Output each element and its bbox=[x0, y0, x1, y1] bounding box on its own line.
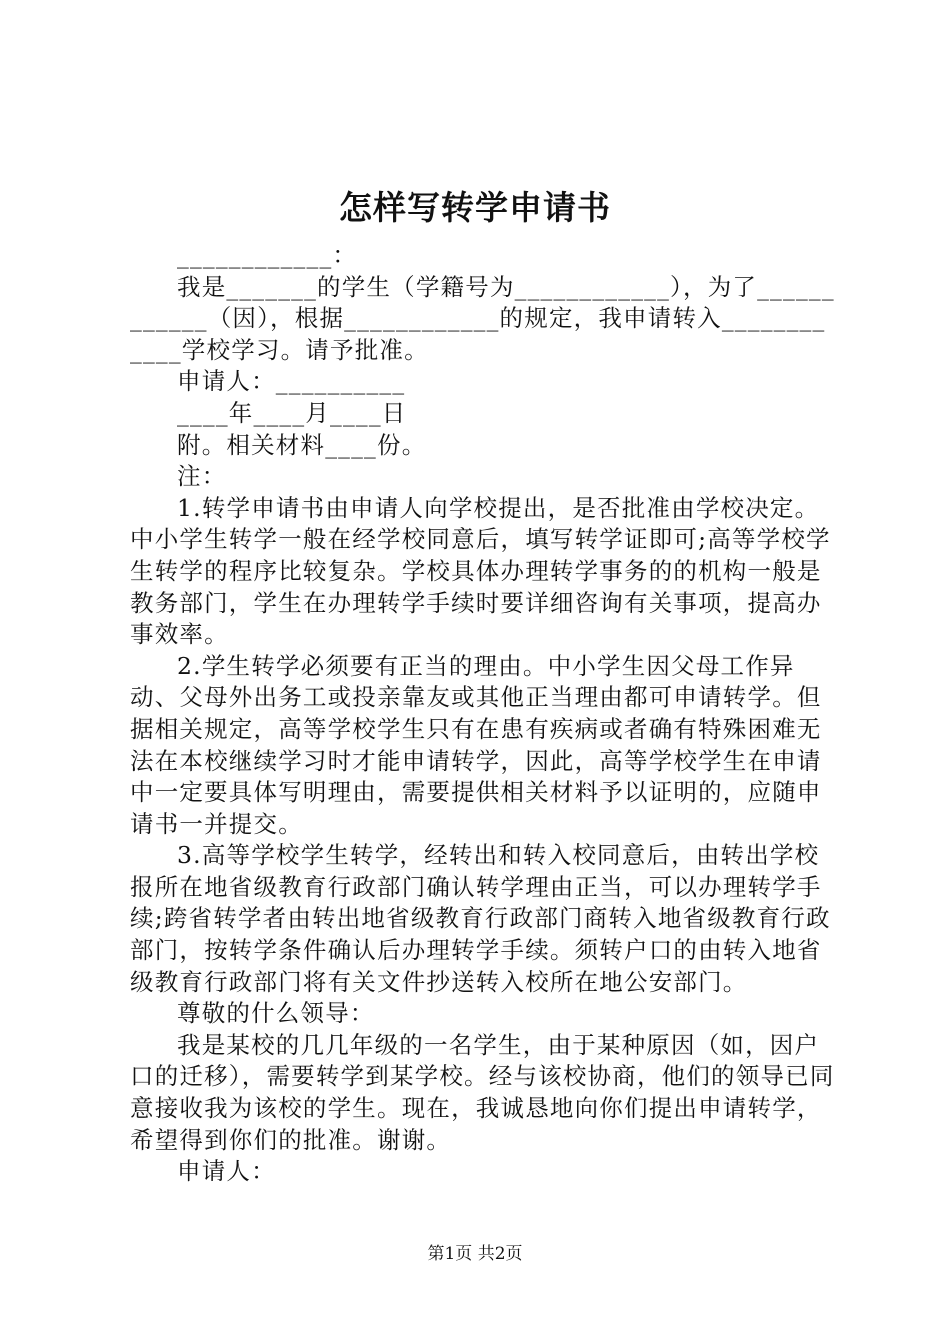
sample-salutation: 尊敬的什么领导： bbox=[177, 999, 375, 1028]
note-3: 3.高等学校学生转学，经转出和转入校同意后，由转出学校报所在地省级教育行政部门确认转学理由正当，可以办理转学手续;跨省转学者由转出地省级教育行政部门商转入地省级教育行政部门，按转学条件确认后办理转学手续。须转户口的由转入地省级教育行政部门将有关文件抄送转入校所在地公安部门。 bbox=[130, 841, 831, 996]
document-title: 怎样写转学申请书 bbox=[339, 188, 611, 227]
note-1: 1.转学申请书由申请人向学校提出，是否批准由学校决定。中小学生转学一般在经学校同意后，填写转学证即可;高等学校学生转学的程序比较复杂。学校具体办理转学事务的的机构一般是教务部门，学生在办理转学手续时要详细咨询有关事项，提高办事效率。 bbox=[130, 493, 831, 649]
sample-body: 我是某校的几几年级的一名学生，由于某种原因（如，因户口的迁移），需要转学到某学校。经与该校协商，他们的领导已同意接收我为该校的学生。现在，我诚恳地向你们提出申请转学，希望得到你们的批准。谢谢。 bbox=[130, 1030, 835, 1154]
document-body bbox=[130, 240, 835, 1188]
sample-applicant: 申请人： bbox=[177, 1157, 276, 1186]
applicant-line: 申请人：__________ bbox=[177, 367, 406, 396]
notes-heading: 注： bbox=[177, 462, 227, 491]
date-line: ____年____月____日 bbox=[177, 398, 407, 427]
attachment-line: 附。相关材料____份。 bbox=[177, 430, 427, 459]
application-paragraph: 我是_______的学生（学籍号为____________），为了____________（因），根据____________的规定，我申请转入____________学校学习。请予批准。 bbox=[130, 272, 835, 364]
page-footer: 第1页 共2页 bbox=[427, 1244, 523, 1264]
note-2: 2.学生转学必须要有正当的理由。中小学生因父母工作异动、父母外出务工或投亲靠友或其他正当理由都可申请转学。但据相关规定，高等学校学生只有在患有疾病或者确有特殊困难无法在本校继续学习时才能申请转学，因此，高等学校学生在申请中一定要具体写明理由，需要提供相关材料予以证明的，应随申请书一并提交。 bbox=[130, 651, 822, 838]
salutation-blank: ____________： bbox=[177, 241, 358, 269]
